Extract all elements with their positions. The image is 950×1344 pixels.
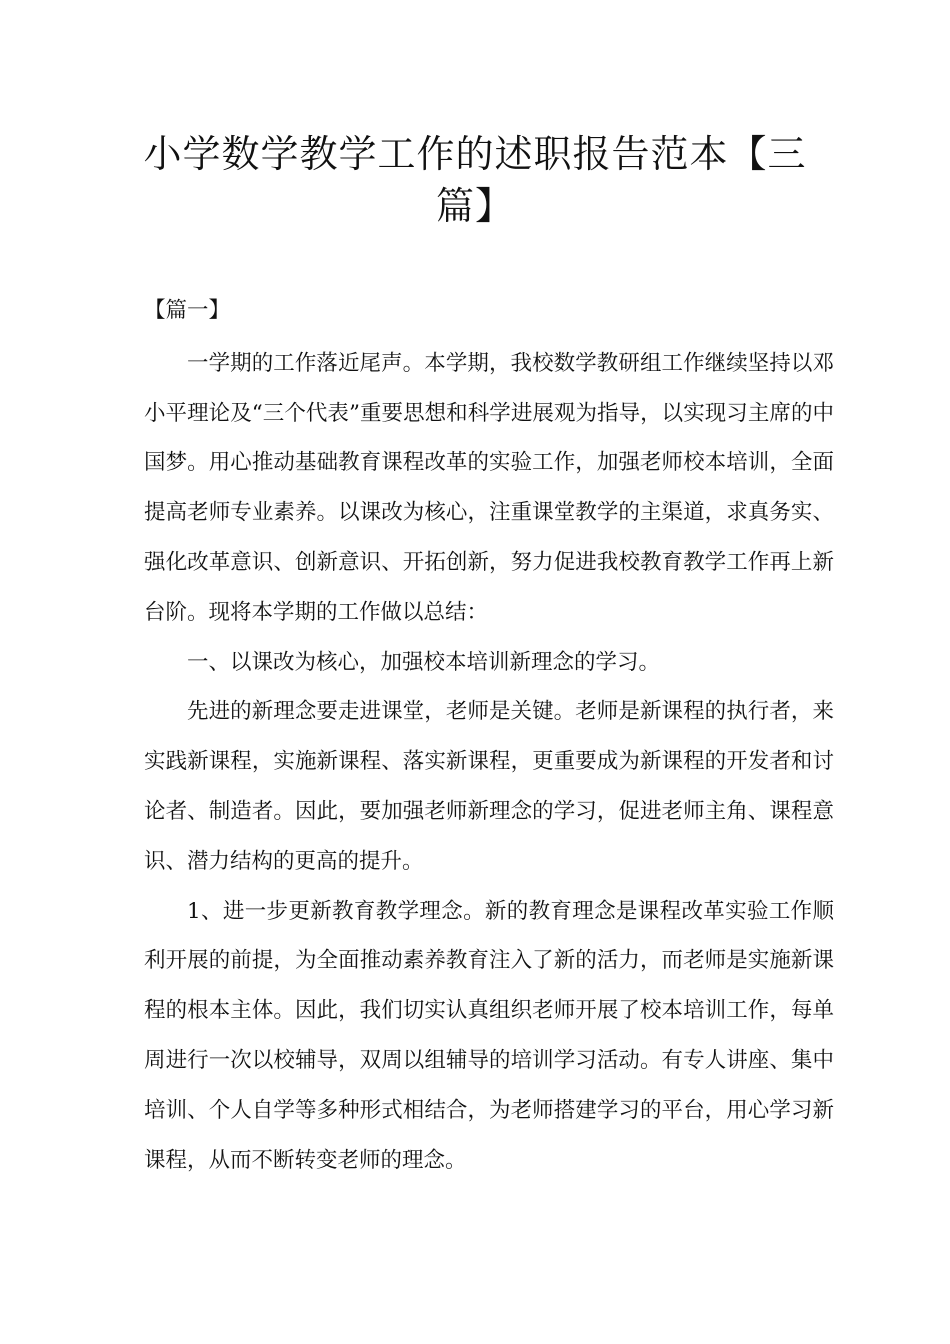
section-label: 【篇一】	[144, 298, 231, 323]
paragraph-heading-one: 一、以课改为核心，加强校本培训新理念的学习。	[187, 649, 661, 675]
document-title: 小学数学教学工作的述职报告范本【三篇】	[143, 132, 807, 228]
paragraph-item-one: 1、进一步更新教育教学理念。新的教育理念是课程改革实验工作顺利开展的前提，为全面推动素养教育注入了新的活力，而老师是实施新课程的根本主体。因此，我们切实认真组织老师开展了校本培训工作，每单周进行一次以校辅导，双周以组辅导的培训学习活动。有专人讲座、集中培训、个人自学等多种形式相结合，为老师搭建学习的平台，用心学习新课程，从而不断转变老师的理念。	[144, 898, 834, 1173]
paragraph-intro: 一学期的工作落近尾声。本学期，我校数学教研组工作继续坚持以邓小平理论及“三个代表”重要思想和科学进展观为指导，以实现习主席的中国梦。用心推动基础教育课程改革的实验工作，加强老师校本培训，全面提高老师专业素养。以课改为核心，注重课堂教学的主渠道，求真务实、强化改革意识、创新意识、开拓创新，努力促进我校教育教学工作再上新台阶。现将本学期的工作做以总结：	[144, 350, 834, 625]
paragraph-new-concepts: 先进的新理念要走进课堂，老师是关键。老师是新课程的执行者，来实践新课程，实施新课程、落实新课程，更重要成为新课程的开发者和讨论者、制造者。因此，要加强老师新理念的学习，促进老师主角、课程意识、潜力结构的更高的提升。	[144, 699, 834, 874]
document-body	[144, 286, 834, 1185]
